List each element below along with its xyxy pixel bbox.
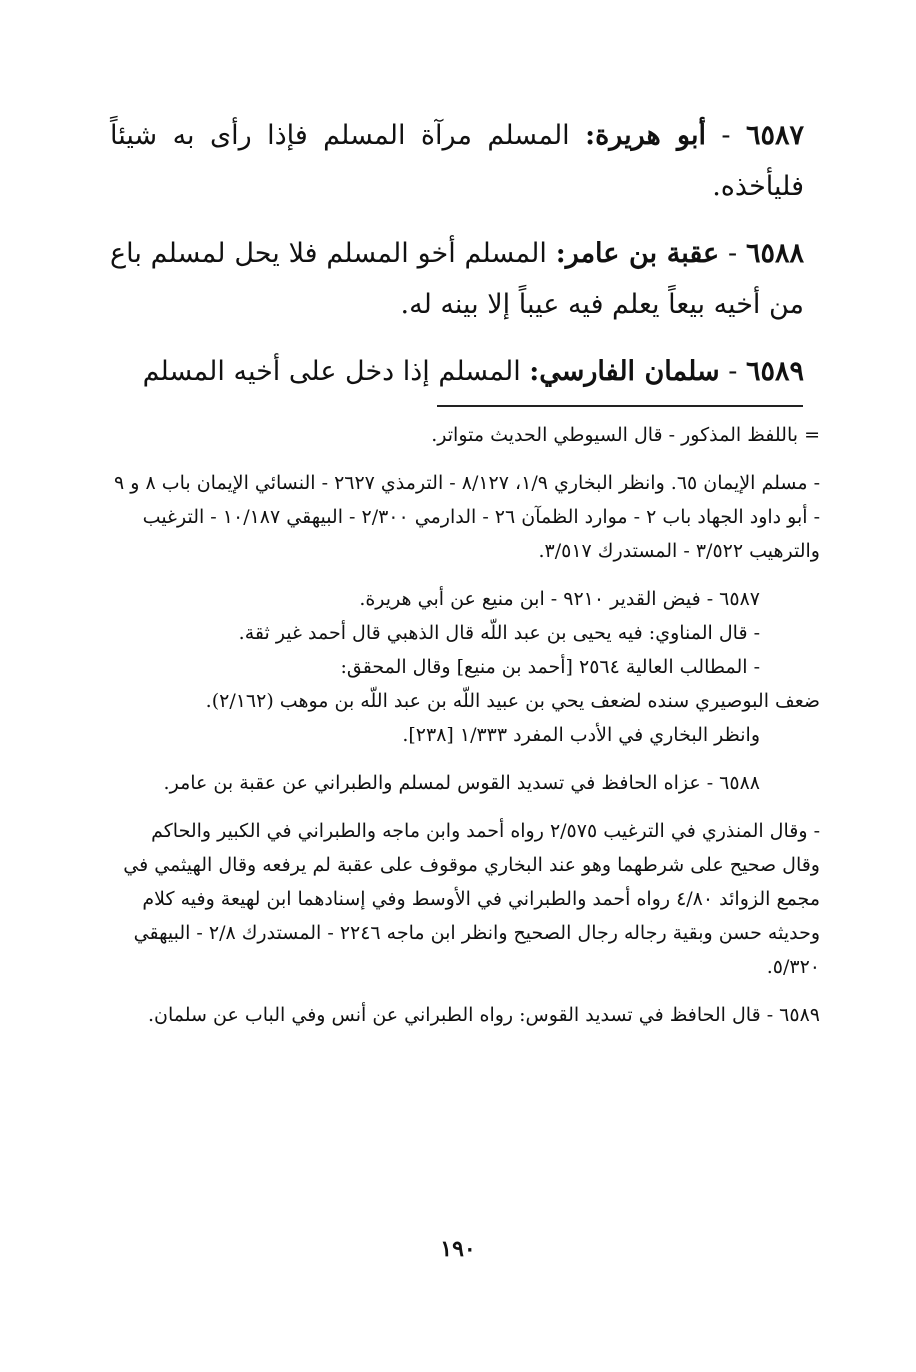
hadith-text: المسلم مرآة المسلم فإذا رأى به شيئاً فليأخذه. [110,120,804,202]
main-text [110,110,804,413]
footnote-6589-source: ٦٥٨٩ - قال الحافظ في تسديد القوس: رواه الطبراني عن أنس وفي الباب عن سلمان. [148,1004,820,1026]
footnote-6588-mundhiri: - وقال المنذري في الترغيب ٢/٥٧٥ رواه أحمد وابن ماجه والطبراني في الكبير والحاكم وقال صحيح على شرطهما وهو عند البخاري موقوف على عقبة لم يرفعه وقال الهيثمي في مجمع الزوائد ٤/٨٠ رواه أحمد والطبراني في الأوسط وفي إسنادهما ابن لهيعة وفيه كلام وحديثه حسن وبقية رجاله رجال الصحيح وانظر ابن ماجه ٢٢٤٦ - المستدرك ٢/٨ - البيهقي ٥/٣٢٠. [123,820,820,978]
footnote-6587-matalib: - المطالب العالية ٢٥٦٤ [أحمد بن منيع] وقال المحقق: [340,656,760,678]
footnote-6587-source: ٦٥٨٧ - فيض القدير ٩٢١٠ - ابن منيع عن أبي هريرة. [359,588,760,610]
hadith-number: ٦٥٨٨ [745,238,804,269]
narrator-name: عقبة بن عامر: [555,238,720,269]
hadith-number: ٦٥٨٩ [745,356,804,387]
hadith-text: المسلم إذا دخل على أخيه المسلم [142,356,521,387]
hadith-text: المسلم أخو المسلم فلا يحل لمسلم باع من أخيه بيعاً يعلم فيه عيباً إلا بينه له. [110,238,804,320]
footnote-references: - مسلم الإيمان ٦٥. وانظر البخاري ١/٩، ٨/١٢٧ - الترمذي ٢٦٢٧ - النسائي الإيمان باب ٨ و ٩ - أبو داود الجهاد باب ٢ - موارد الظمآن ٢٦ - الدارمي ٢/٣٠٠ - البيهقي ١٠/١٨٧ - الترغيب والترهيب ٣/٥٢٢ - المستدرك ٣/٥١٧. [113,472,820,562]
footnote-6587-busiri: ضعف البوصيري سنده لضعف يحي بن عبيد اللّه بن عبد اللّه بن موهب (٢/١٦٢). [205,690,820,712]
hadith-number: ٦٥٨٧ [745,120,804,151]
footnote-6587-munawi: - قال المناوي: فيه يحيى بن عبد اللّه قال الذهبي قال أحمد غير ثقة. [238,622,760,644]
narrator-name: أبو هريرة: [585,120,706,151]
narrator-name: سلمان الفارسي: [529,356,720,387]
footnote-6587-adab: وانظر البخاري في الأدب المفرد ١/٣٣٣ [٢٣٨]. [402,724,760,746]
hadith-6588: ٦٥٨٨ - عقبة بن عامر: المسلم أخو المسلم فلا يحل لمسلم باع من أخيه بيعاً يعلم فيه عيباً إلا بينه له. [110,238,804,320]
footnotes [110,418,820,1032]
footnote-separator [437,405,803,407]
page-number: ١٩٠ [440,1236,476,1262]
hadith-6587: ٦٥٨٧ - أبو هريرة: المسلم مرآة المسلم فإذا رأى به شيئاً فليأخذه. [110,120,804,202]
footnote-continuation: = باللفظ المذكور - قال السيوطي الحديث متواتر. [431,424,820,446]
hadith-6589: ٦٥٨٩ - سلمان الفارسي: المسلم إذا دخل على أخيه المسلم [142,356,804,387]
footnote-6588-source: ٦٥٨٨ - عزاه الحافظ في تسديد القوس لمسلم والطبراني عن عقبة بن عامر. [163,772,760,794]
